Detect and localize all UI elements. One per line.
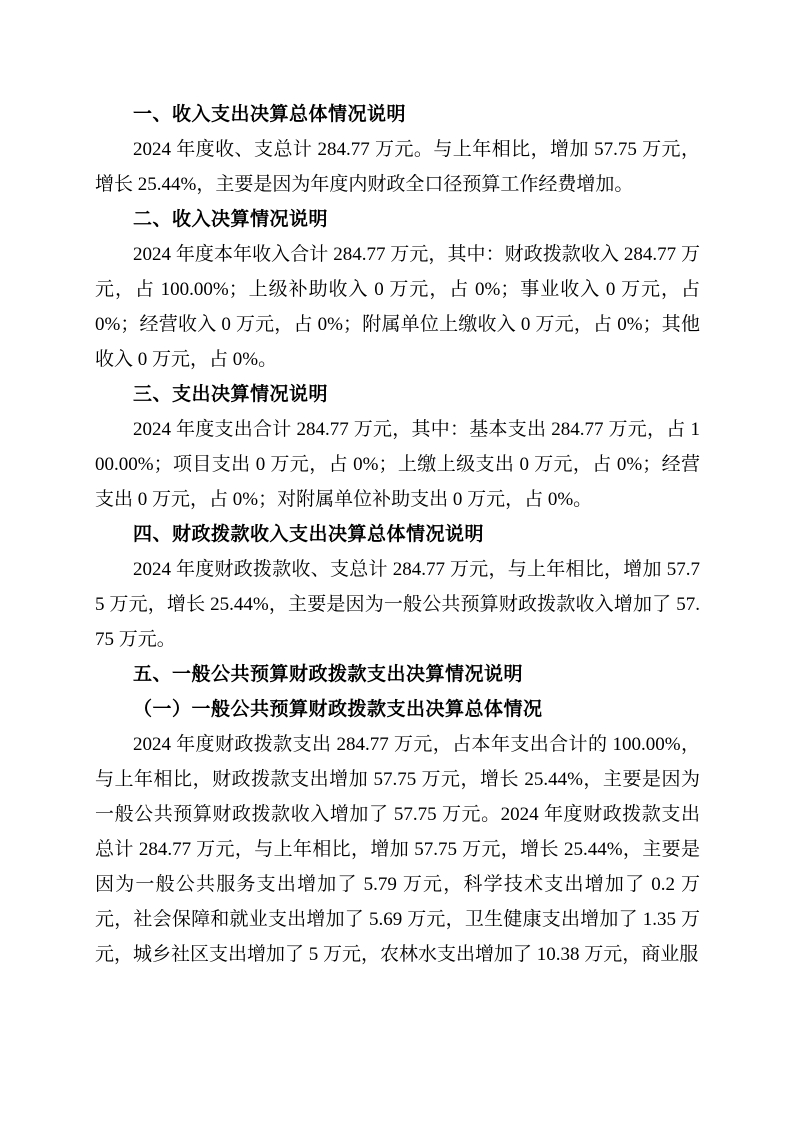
section-2-paragraph: 2024 年度本年收入合计 284.77 万元，其中：财政拨款收入 284.77 万元，占 100.00%；上级补助收入 0 万元，占 0%；事业收入 0 万元，占 0%；经营收入 0 万元，占 0%；附属单位上缴收入 0 万元，占 0%；其他收入 0 万元，占 0%。 [95, 244, 700, 370]
section-4-paragraph: 2024 年度财政拨款收、支总计 284.77 万元，与上年相比，增加 57.75 万元，增长 25.44%，主要是因为一般公共预算财政拨款收入增加了 57.75 万元。 [95, 559, 700, 650]
section-4-heading: 四、财政拨款收入支出决算总体情况说明 [133, 524, 485, 545]
section-5-heading: 五、一般公共预算财政拨款支出决算情况说明 [133, 664, 524, 685]
section-3-paragraph: 2024 年度支出合计 284.77 万元，其中：基本支出 284.77 万元，占 100.00%；项目支出 0 万元，占 0%；上缴上级支出 0 万元，占 0%；经营支出 0 万元，占 0%；对附属单位补助支出 0 万元，占 0%。 [95, 419, 700, 510]
section-5-paragraph: 2024 年度财政拨款支出 284.77 万元，占本年支出合计的 100.00%，与上年相比，财政拨款支出增加 57.75 万元，增长 25.44%，主要是因为一般公共预算财政拨款收入增加了 57.75 万元。2024 年度财政拨款支出总计 284.77 万元，与上年相比，增加 57.75 万元，增长 25.44%，主要是因为一般公共服务支出增加了 5.79 万元，科学技术支出增加了 0.2 万元，社会保障和就业支出增加了 5.69 万元，卫生健康支出增加了 1.35 万元，城乡社区支出增加了 5 万元，农林水支出增加了 10.38 万元，商业服 [95, 734, 700, 965]
section-1-paragraph: 2024 年度收、支总计 284.77 万元。与上年相比，增加 57.75 万元，增长 25.44%，主要是因为年度内财政全口径预算工作经费增加。 [95, 139, 700, 195]
section-3-heading: 三、支出决算情况说明 [133, 384, 329, 405]
section-5-subheading: （一）一般公共预算财政拨款支出决算总体情况 [133, 699, 543, 720]
section-1-heading: 一、收入支出决算总体情况说明 [133, 104, 407, 125]
section-2-heading: 二、收入决算情况说明 [133, 209, 329, 230]
